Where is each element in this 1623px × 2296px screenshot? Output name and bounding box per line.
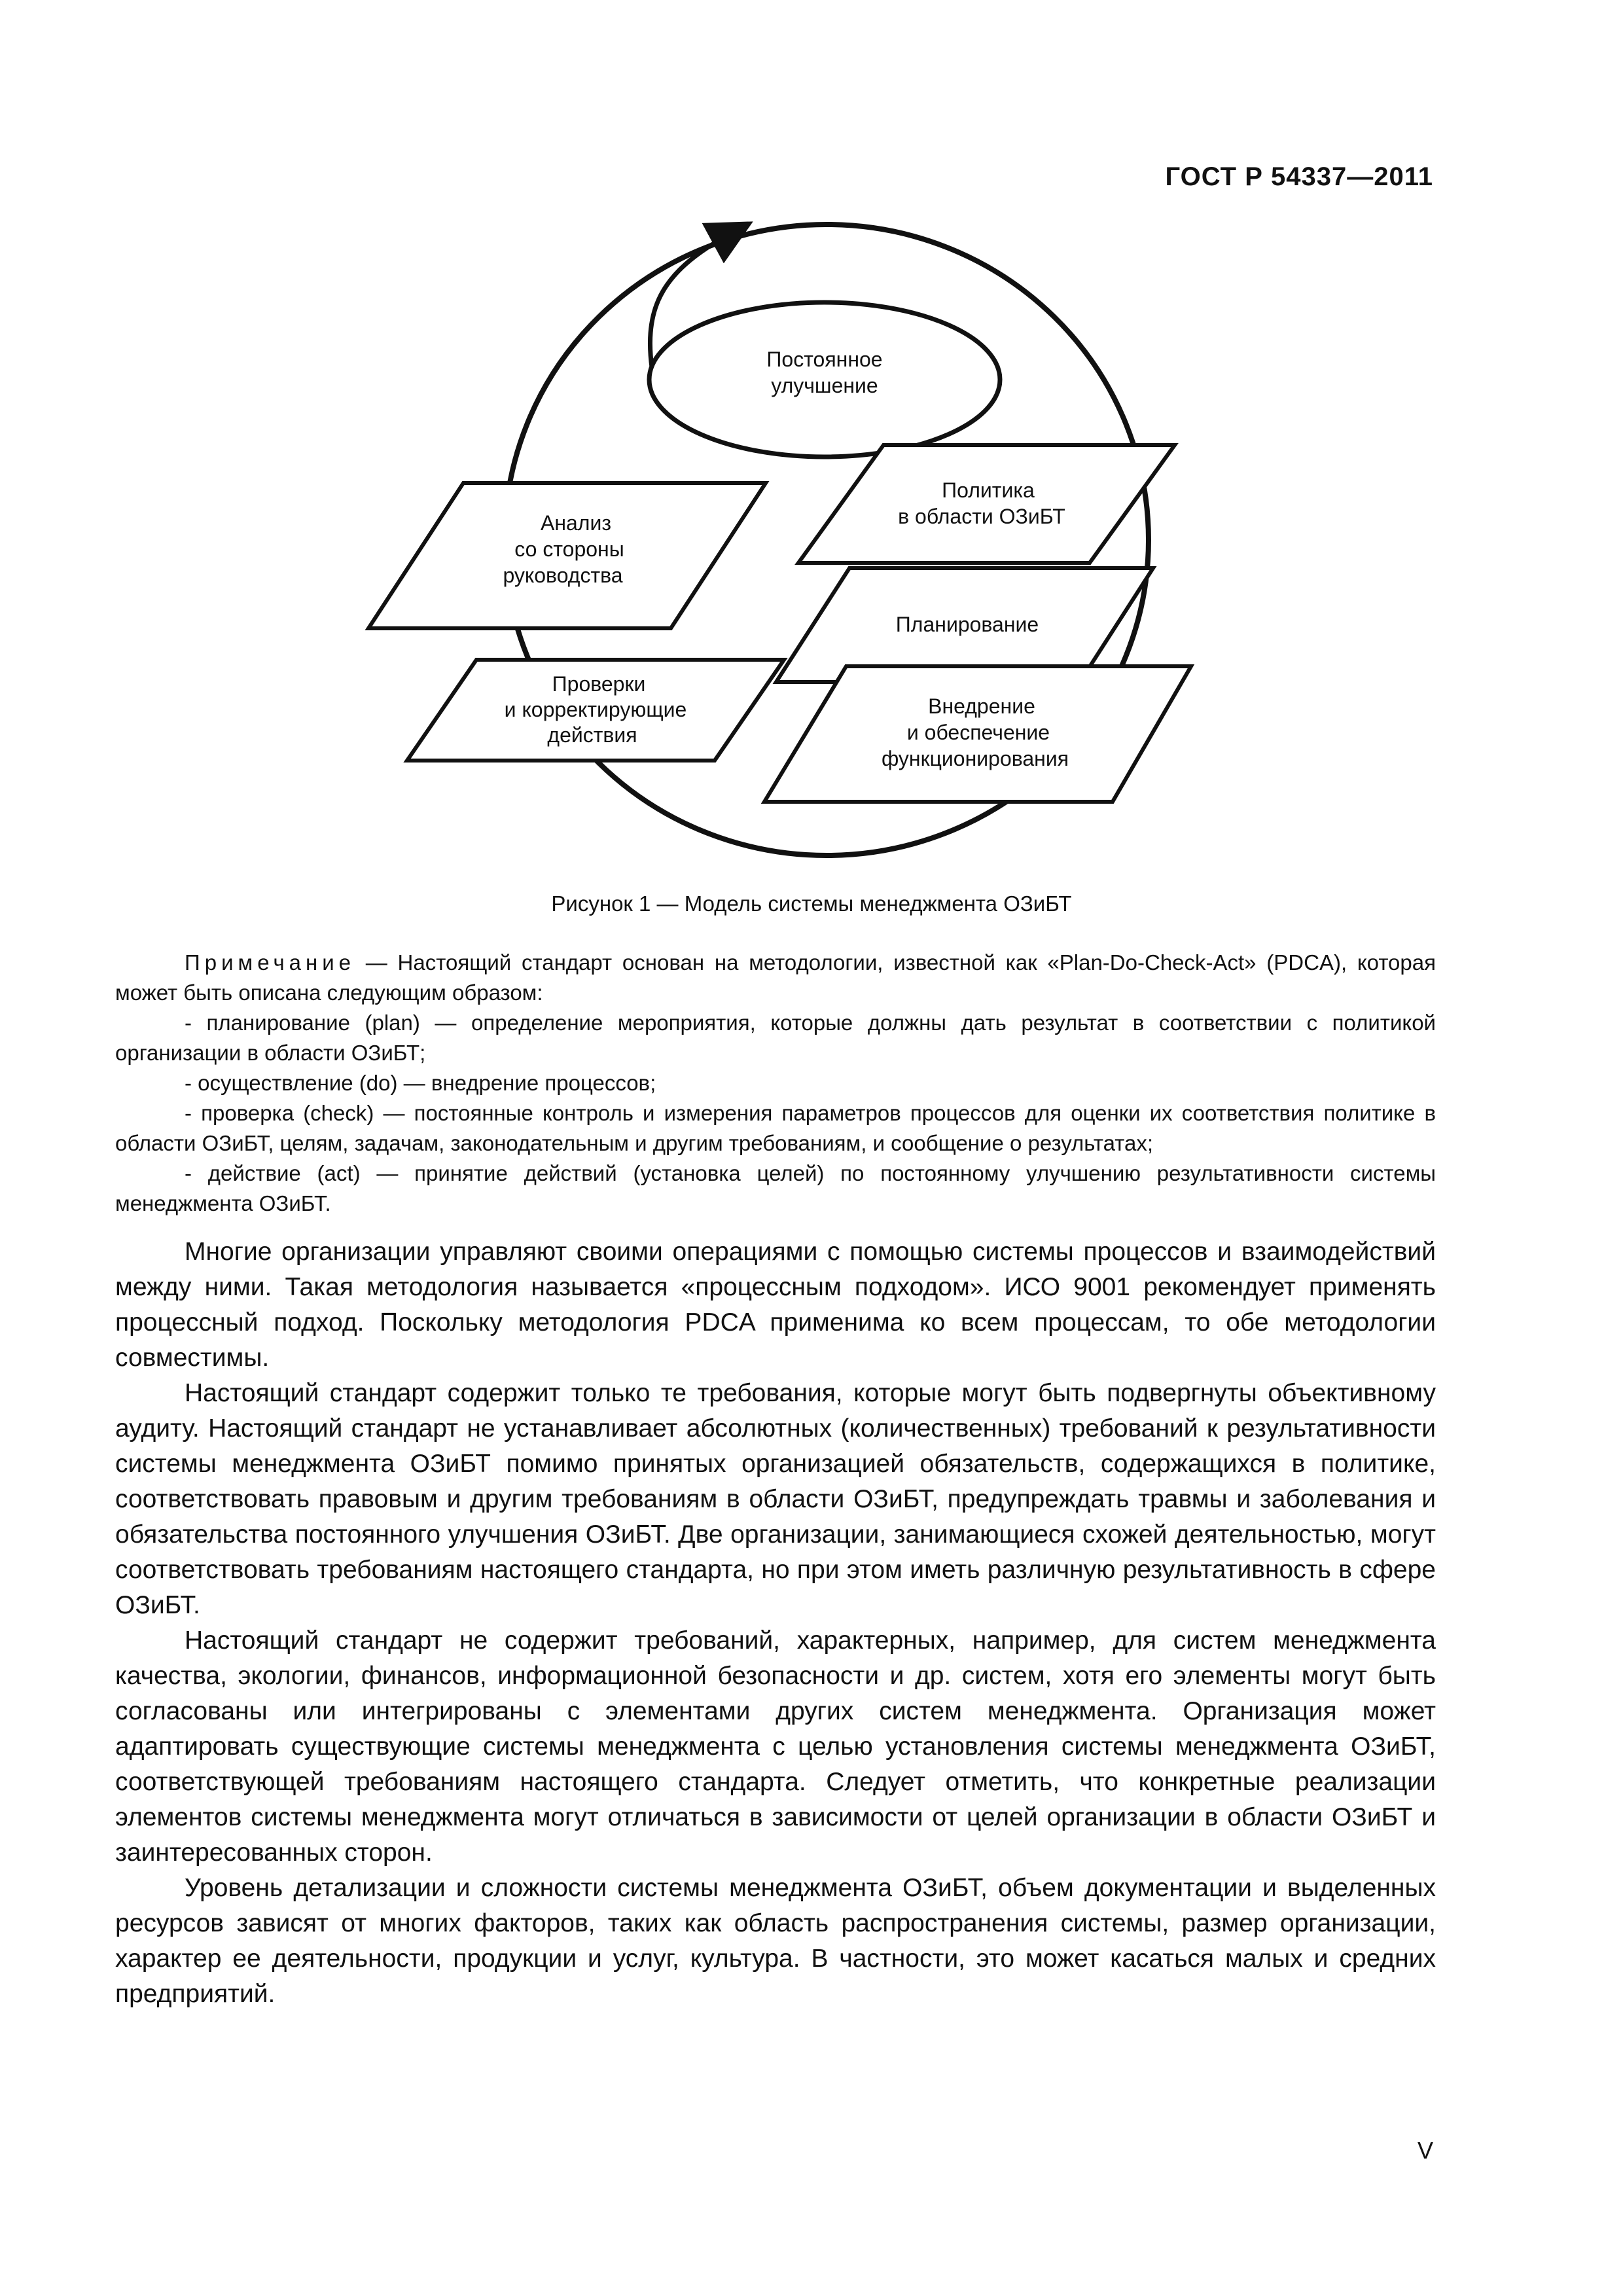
note-item: - осуществление (do) — внедрение процессов; xyxy=(185,1071,656,1095)
document-header: ГОСТ Р 54337—2011 xyxy=(1165,162,1433,191)
planning-line-1: Планирование xyxy=(895,613,1039,636)
policy-line-2: в области ОЗиБТ xyxy=(898,505,1065,528)
note-item: - действие (act) — принятие действий (установка целей) по постоянному улучшению результативности системы менеджмента ОЗиБТ. xyxy=(115,1161,1436,1215)
analysis-line-3: руководства xyxy=(503,564,623,587)
analysis-line-2: со стороны xyxy=(514,537,624,561)
note-block xyxy=(115,948,1436,1219)
paragraph: Настоящий стандарт содержит только те требования, которые могут быть подвергнуты объективному аудиту. Настоящий стандарт не устанавливает абсолютных (количественных) требований к результативности системы менеджмента ОЗиБТ помимо принятых организацией обязательств, содержащихся в политике, соответствовать правовым и другим требованиям в области ОЗиБТ, предупреждать травмы и заболевания и обязательства постоянного улучшения ОЗиБТ. Две организации, занимающиеся схожей деятельностью, могут соответствовать требованиям настоящего стандарта, но при этом иметь различную результативность в сфере ОЗиБТ. xyxy=(115,1379,1436,1619)
implementation-line-2: и обеспечение xyxy=(906,721,1050,744)
policy-box xyxy=(798,445,1175,563)
implementation-line-3: функционирования xyxy=(881,747,1069,770)
note-intro xyxy=(115,948,1436,1008)
paragraph: Настоящий стандарт не содержит требований, характерных, например, для систем менеджмента качества, экологии, финансов, информационной безопасности и др. систем, хотя его элементы могут быть согласованы или интегрированы с элементами других систем менеджмента. Организация может адаптировать существующие системы менеджмента с целью установления системы менеджмента ОЗиБТ, соответствующей требованиям настоящего стандарта. Следует отметить, что конкретные реализации элементов системы менеджмента могут отличаться в зависимости от целей организации в области ОЗиБТ и заинтересованных сторон. xyxy=(115,1626,1436,1867)
note-item: - проверка (check) — постоянные контроль и измерения параметров процессов для оценки их соответствия политике в области ОЗиБТ, целям, задачам, законодательным и другим требованиям, и сообщение о результатах; xyxy=(115,1101,1436,1155)
note-label: Примечание xyxy=(185,950,356,975)
implementation-line-1: Внедрение xyxy=(928,694,1035,718)
paragraph: Многие организации управляют своими операциями с помощью системы процессов и взаимодействий между ними. Такая методология называется «процессным подходом». ИСО 9001 рекомендует применять процессный подход. Поскольку методология PDCA применима ко всем процессам, то обе методологии совместимы. xyxy=(115,1238,1436,1372)
note-intro-text: — Настоящий стандарт основан на методологии, известной как «Plan-Do-Check-Act» (PDCA), которая может быть описана следующим образом: xyxy=(115,950,1436,1005)
analysis-line-1: Анализ xyxy=(540,511,612,535)
checks-line-2: и корректирующие xyxy=(504,698,687,721)
ellipse-line-2: улучшение xyxy=(771,374,878,397)
page-number: V xyxy=(1417,2137,1433,2164)
checks-line-1: Проверки xyxy=(552,672,646,696)
policy-line-1: Политика xyxy=(942,478,1035,502)
checks-line-3: действия xyxy=(547,723,637,747)
note-item: - планирование (plan) — определение мероприятия, которые должны дать результат в соответствии с политикой организации в области ОЗиБТ; xyxy=(115,1011,1436,1065)
ellipse-line-1: Постоянное xyxy=(766,348,883,371)
osh-management-model-diagram xyxy=(0,0,1623,903)
body-text xyxy=(115,1234,1436,2012)
figure-caption: Рисунок 1 — Модель системы менеджмента ОЗиБТ xyxy=(551,891,1072,916)
paragraph: Уровень детализации и сложности системы менеджмента ОЗиБТ, объем документации и выделенных ресурсов зависят от многих факторов, таких как область распространения системы, размер организации, характер ее деятельности, продукции и услуг, культура. В частности, это может касаться малых и средних предприятий. xyxy=(115,1874,1436,2008)
